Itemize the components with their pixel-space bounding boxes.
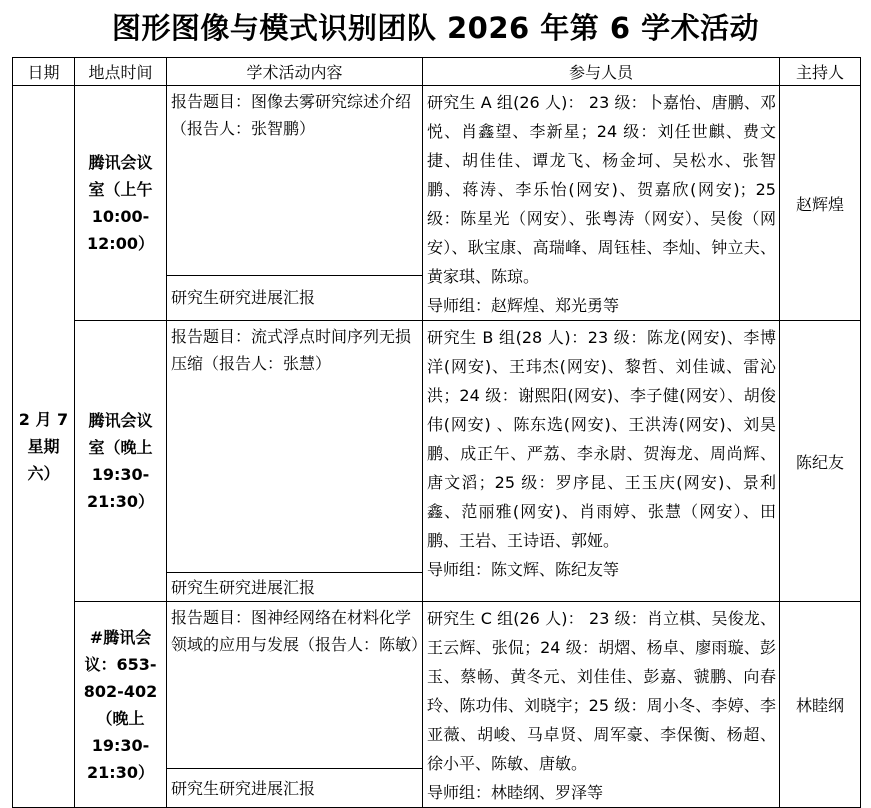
progress-report-cell: 研究生研究进展汇报 [167, 769, 423, 808]
date-line: 2 月 7 [18, 410, 69, 429]
table-row [13, 602, 861, 769]
report-topic: 报告题目：图像去雾研究综述介绍（报告人：张智鹏） [171, 92, 412, 138]
place-line: 议：653- [84, 654, 157, 674]
date-cell [13, 86, 75, 808]
report-topic: 报告题目：图神经网络在材料化学领域的应用与发展（报告人：陈敏） [171, 608, 428, 654]
page-title: 图形图像与模式识别团队 2026 年第 6 学术活动 [111, 11, 760, 45]
place-time-cell [75, 86, 167, 321]
topic-cell [167, 86, 423, 276]
place-line: 19:30- [91, 735, 150, 755]
host-cell: 林睦纲 [780, 602, 861, 808]
participants-list: 研究生 B 组(28 人)：23 级：陈龙(网安)、李博洋(网安)、王玮杰(网安)、黎哲、刘佳诚、雷沁洪；24 级：谢熙阳(网安)、李子健(网安）、胡俊伟(网安) 、陈东选(网安)、王洪涛(网安)、刘昊鹏、成正午、严荔、李永尉、贺海龙、周尚辉、唐文滔；25 级：罗序昆、王玉庆(网安)、景利鑫、范丽雅(网安)、肖雨婷、张慧（网安）、田鹏、王岩、王诗语、郭娅。 [427, 328, 776, 550]
table-row [13, 321, 861, 573]
place-line: 21:30） [87, 762, 154, 782]
progress-report-cell: 研究生研究进展汇报 [167, 573, 423, 602]
place-line: 室（晚上 [88, 438, 153, 457]
host-cell: 赵辉煌 [780, 86, 861, 321]
date-line: 六） [27, 464, 60, 483]
place-line: 19:30- [91, 465, 150, 484]
header-content: 学术活动内容 [167, 58, 423, 86]
place-time-cell [75, 602, 167, 808]
header-row [13, 58, 861, 86]
place-time-cell [75, 321, 167, 602]
advisors: 导师组：林睦纲、罗泽等 [427, 783, 604, 802]
place-line: 腾讯会议 [88, 411, 153, 430]
header-date: 日期 [13, 58, 75, 86]
participants-list: 研究生 C 组(26 人)： 23 级：肖立棋、吴俊龙、王云辉、张侃；24 级：胡熠、杨卓、廖雨璇、彭玉、蔡畅、黄冬元、刘佳佳、彭嘉、虢鹏、向春玲、陈功伟、刘晓宇；25 级：周小冬、李婷、李亚薇、胡峻、马卓贤、周军豪、李保衡、杨超、徐小平、陈敏、唐敏。 [427, 609, 776, 773]
progress-report-cell: 研究生研究进展汇报 [167, 275, 423, 320]
place-line: 10:00- [91, 207, 150, 226]
report-topic: 报告题目：流式浮点时间序列无损压缩（报告人：张慧） [171, 327, 412, 373]
date-line: 星期 [27, 437, 60, 456]
place-line: 腾讯会议 [88, 153, 153, 172]
header-participants: 参与人员 [423, 58, 780, 86]
participants-cell [423, 86, 780, 321]
header-host: 主持人 [780, 58, 861, 86]
activity-table [12, 57, 861, 808]
place-line: 室（上午 [88, 180, 153, 199]
place-line: 802-402 [83, 681, 158, 701]
topic-cell [167, 321, 423, 573]
topic-cell [167, 602, 428, 769]
table-row [13, 86, 861, 276]
participants-list: 研究生 A 组(26 人)： 23 级：卜嘉怡、唐鹏、邓悦、肖鑫望、李新星；24 级：刘任世麒、费文捷、胡佳佳、谭龙飞、杨金坷、吴松水、张智鹏、蒋涛、李乐怡(网安)、贺嘉欣(网安)；25 级：陈星光（网安）、张粤涛（网安）、吴俊（网安）、耿宝康、高瑞峰、周钰桂、李灿、钟立夫、黄家琪、陈琼。 [427, 93, 776, 286]
place-line: #腾讯会 [89, 627, 152, 647]
place-line: 12:00） [87, 234, 154, 253]
advisors: 导师组：赵辉煌、郑光勇等 [427, 296, 620, 315]
host-cell: 陈纪友 [780, 321, 861, 602]
participants-cell [423, 321, 780, 602]
place-line: （晚上 [96, 708, 145, 728]
advisors: 导师组：陈文辉、陈纪友等 [427, 560, 620, 579]
header-place-time: 地点时间 [75, 58, 167, 86]
place-line: 21:30） [87, 492, 154, 511]
participants-cell [423, 602, 780, 808]
